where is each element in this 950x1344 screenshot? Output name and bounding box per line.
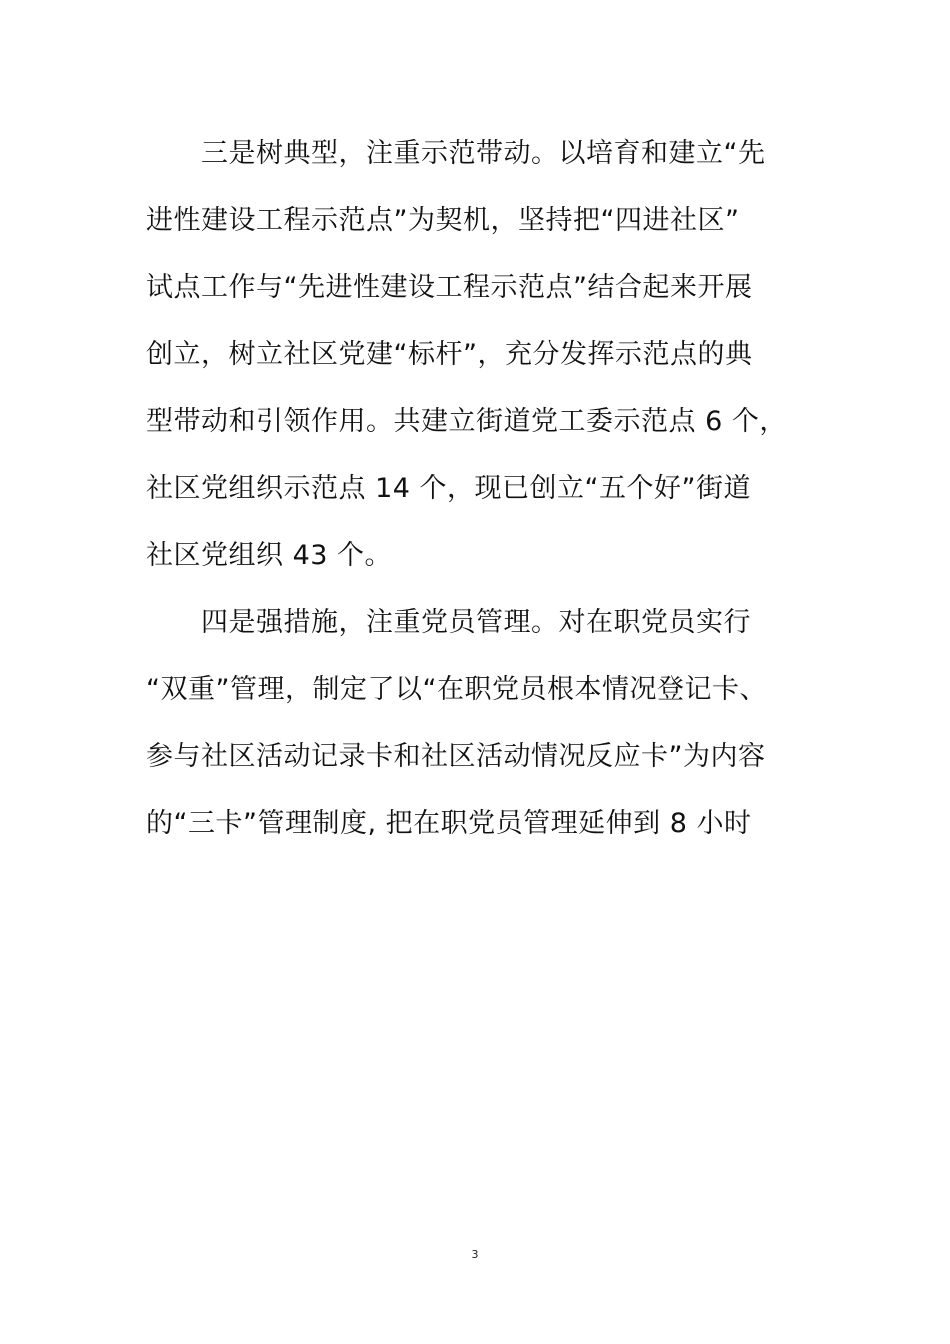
text-line: 社区党组织示范点 14 个，现已创立“五个好”街道 bbox=[146, 473, 751, 504]
page-number: 3 bbox=[471, 1248, 479, 1261]
text-line: 四是强措施，注重党员管理。对在职党员实行 bbox=[146, 607, 751, 638]
text-line: 三是树典型，注重示范带动。以培育和建立“先 bbox=[146, 138, 766, 169]
text-line: 试点工作与“先进性建设工程示范点”结合起来开展 bbox=[146, 272, 753, 303]
text-line: 社区党组织 43 个。 bbox=[146, 540, 393, 571]
text-line: 创立，树立社区党建“标杆”，充分发挥示范点的典 bbox=[146, 339, 753, 370]
text-line: 进性建设工程示范点”为契机，坚持把“四进社区” bbox=[146, 205, 740, 236]
text-line: 型带动和引领作用。共建立街道党工委示范点 6 个， bbox=[146, 406, 787, 437]
text-line: 的“三卡”管理制度, 把在职党员管理延伸到 8 小时 bbox=[146, 808, 752, 839]
text-line: “双重”管理，制定了以“在职党员根本情况登记卡、 bbox=[146, 674, 767, 705]
text-line: 参与社区活动记录卡和社区活动情况反应卡”为内容 bbox=[146, 741, 766, 772]
